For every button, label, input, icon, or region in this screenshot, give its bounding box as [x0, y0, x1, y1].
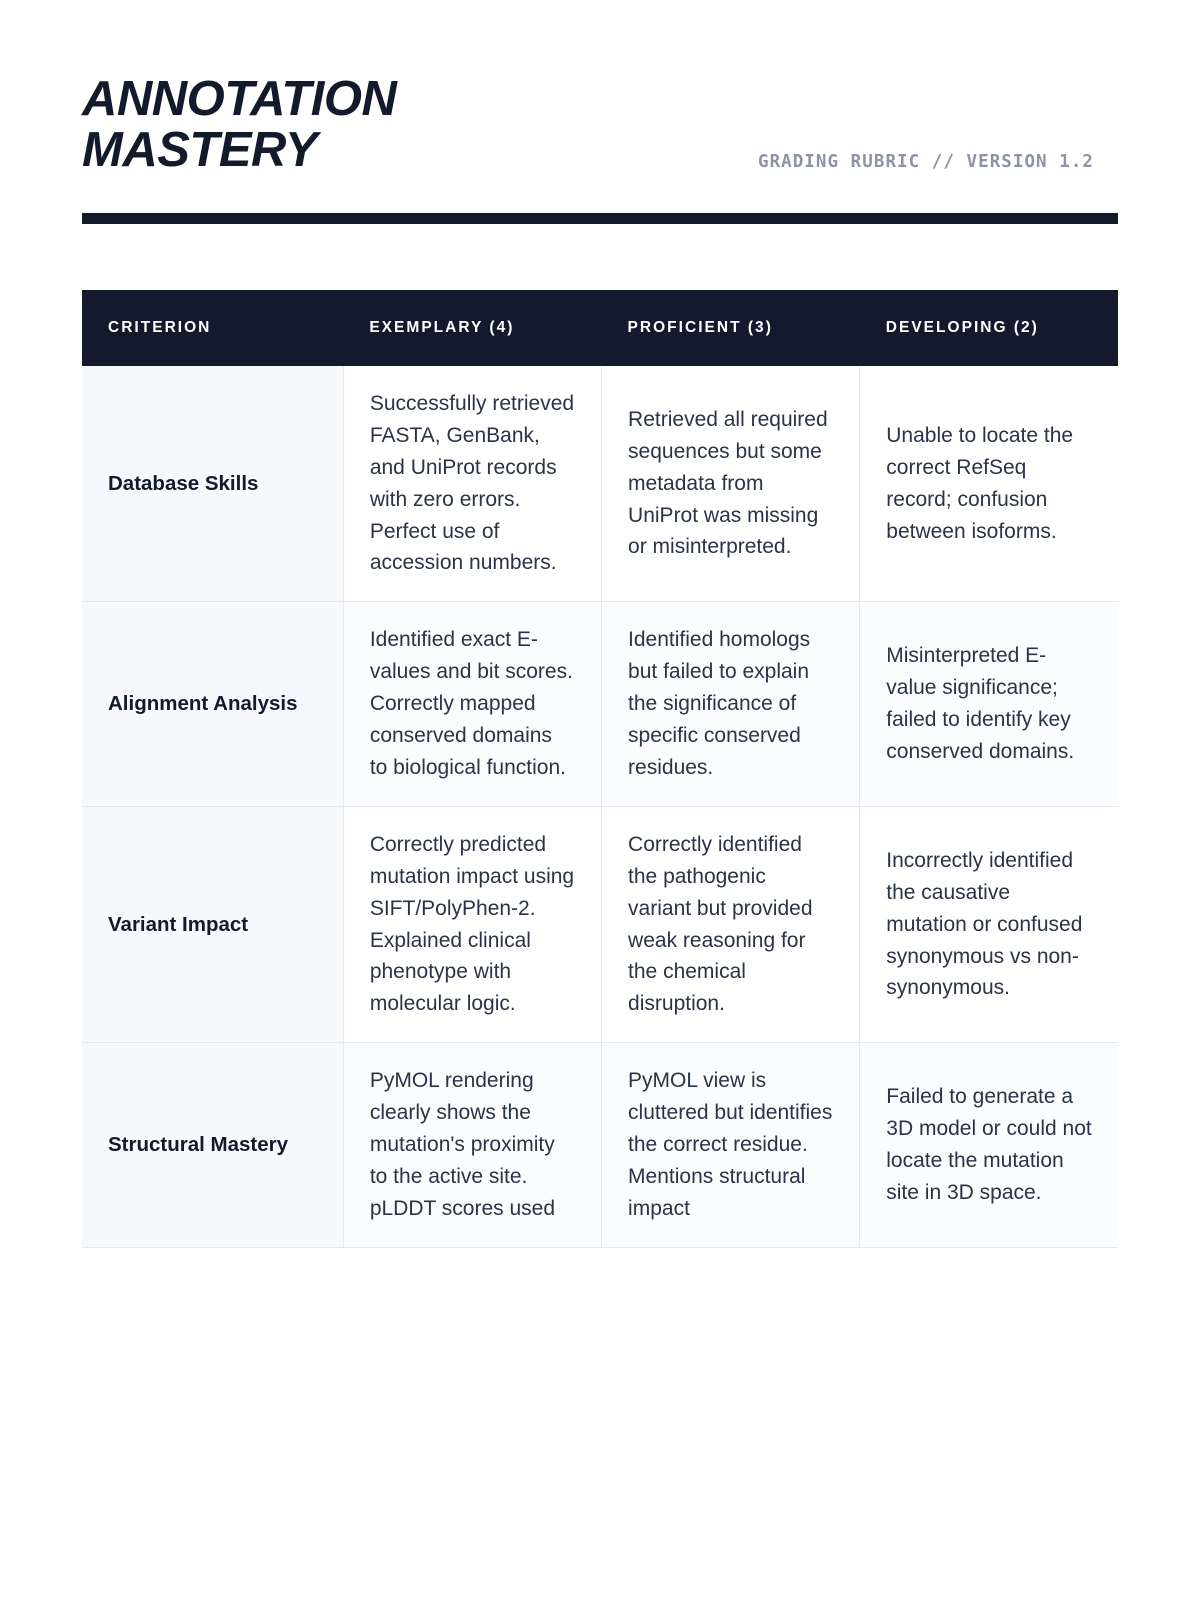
row-criterion-label: Database Skills — [82, 366, 343, 602]
cell-developing: Unable to locate the correct RefSeq record; confusion between isoforms. — [860, 366, 1118, 602]
row-criterion-label: Structural Mastery — [82, 1043, 343, 1248]
table-row — [82, 602, 1118, 807]
cell-proficient: Correctly identified the pathogenic variant but provided weak reasoning for the chemical disruption. — [602, 806, 860, 1042]
cell-developing: Misinterpreted E-value significance; failed to identify key conserved domains. — [860, 602, 1118, 807]
rubric-table-wrapper — [82, 290, 1118, 1248]
row-criterion-label: Alignment Analysis — [82, 602, 343, 807]
cell-exemplary: Correctly predicted mutation impact using SIFT/PolyPhen-2. Explained clinical phenotype with molecular logic. — [343, 806, 601, 1042]
page-title-line-1: ANNOTATION — [82, 72, 397, 126]
cell-proficient: Retrieved all required sequences but some metadata from UniProt was missing or misinterpreted. — [602, 366, 860, 602]
rubric-table — [82, 290, 1118, 1248]
cell-developing: Failed to generate a 3D model or could not locate the mutation site in 3D space. — [860, 1043, 1118, 1248]
document-version-label: GRADING RUBRIC // VERSION 1.2 — [758, 152, 1094, 172]
column-header-exemplary: EXEMPLARY (4) — [343, 290, 601, 366]
cell-exemplary: PyMOL rendering clearly shows the mutation's proximity to the active site. pLDDT scores used — [343, 1043, 601, 1248]
page-title-line-2: MASTERY — [82, 123, 318, 178]
cell-proficient: Identified homologs but failed to explain the significance of specific conserved residues. — [602, 602, 860, 807]
page-title — [82, 74, 396, 177]
cell-exemplary: Identified exact E-values and bit scores. Correctly mapped conserved domains to biological function. — [343, 602, 601, 807]
cell-exemplary: Successfully retrieved FASTA, GenBank, and UniProt records with zero errors. Perfect use of accession numbers. — [343, 366, 601, 602]
cell-proficient: PyMOL view is cluttered but identifies the correct residue. Mentions structural impact — [602, 1043, 860, 1248]
table-body — [82, 366, 1118, 1247]
header-divider — [82, 213, 1118, 224]
page-header — [82, 0, 1118, 177]
table-row — [82, 1043, 1118, 1248]
column-header-criterion: CRITERION — [82, 290, 343, 366]
column-header-proficient: PROFICIENT (3) — [602, 290, 860, 366]
table-row — [82, 806, 1118, 1042]
table-head — [82, 290, 1118, 366]
row-criterion-label: Variant Impact — [82, 806, 343, 1042]
table-header-row — [82, 290, 1118, 366]
column-header-developing: DEVELOPING (2) — [860, 290, 1118, 366]
table-row — [82, 366, 1118, 602]
cell-developing: Incorrectly identified the causative mutation or confused synonymous vs non-synonymous. — [860, 806, 1118, 1042]
